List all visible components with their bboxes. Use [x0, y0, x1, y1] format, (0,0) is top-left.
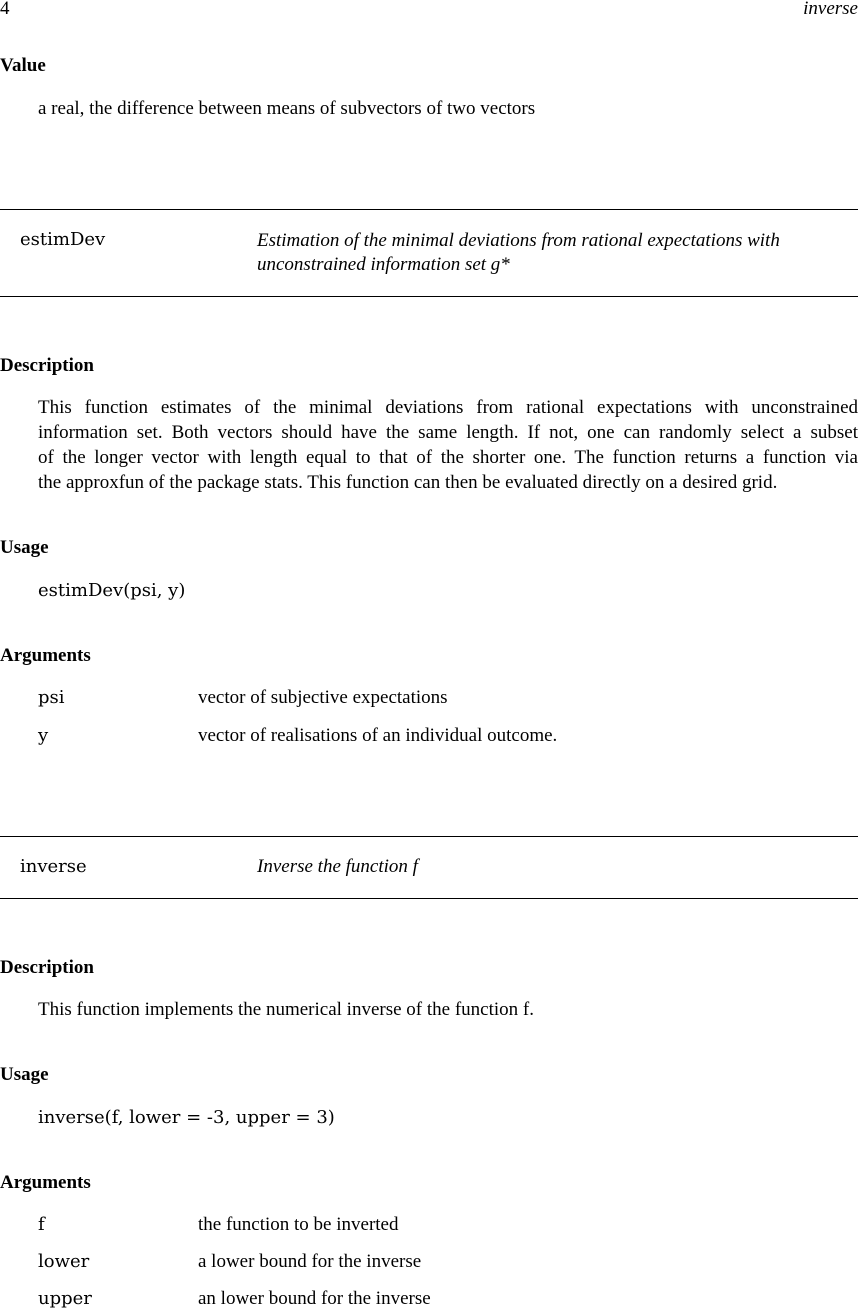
argument-name: psi: [38, 687, 65, 708]
description-heading: Description: [0, 957, 94, 978]
description-heading: Description: [0, 355, 94, 376]
argument-description: the function to be inverted: [198, 1214, 399, 1235]
argument-name: f: [38, 1214, 45, 1235]
description-line-2: information set. Both vectors should have the same length. If not, one can randomly select a subset: [38, 422, 858, 443]
argument-description: an lower bound for the inverse: [198, 1288, 431, 1309]
function-title: Inverse the function f: [257, 856, 418, 877]
description-line-4: the approxfun of the package stats. This function can then be evaluated directly on a desired grid.: [38, 472, 778, 493]
function-name-inverse: inverse: [20, 856, 87, 877]
argument-description: vector of subjective expectations: [198, 687, 448, 708]
description-text: This function implements the numerical inverse of the function f.: [38, 999, 534, 1020]
description-line-3: of the longer vector with length equal to that of the shorter one. The function returns a function via: [38, 447, 858, 468]
function-title-line2: unconstrained information set g*: [257, 254, 510, 275]
usage-heading: Usage: [0, 537, 49, 558]
usage-code: inverse(f, lower = -3, upper = 3): [38, 1107, 335, 1128]
arguments-heading: Arguments: [0, 1172, 91, 1193]
section-rule-bottom: [0, 296, 858, 297]
argument-name: y: [38, 725, 49, 746]
usage-heading: Usage: [0, 1064, 49, 1085]
argument-name: lower: [38, 1251, 90, 1272]
value-text: a real, the difference between means of subvectors of two vectors: [38, 98, 536, 119]
section-rule-bottom: [0, 898, 858, 899]
function-title-line1: Estimation of the minimal deviations from rational expectations with: [257, 230, 780, 251]
argument-description: vector of realisations of an individual outcome.: [198, 725, 558, 746]
argument-name: upper: [38, 1288, 92, 1309]
arguments-heading: Arguments: [0, 645, 91, 666]
running-title: inverse: [803, 0, 858, 19]
section-rule-top: [0, 209, 858, 210]
usage-code: estimDev(psi, y): [38, 580, 186, 601]
value-heading: Value: [0, 55, 46, 76]
description-line-1: This function estimates of the minimal deviations from rational expectations with unconstrained: [38, 397, 858, 418]
argument-description: a lower bound for the inverse: [198, 1251, 422, 1272]
section-rule-top: [0, 836, 858, 837]
function-name-estimdev: estimDev: [20, 229, 106, 250]
page-number: 4: [0, 0, 10, 19]
